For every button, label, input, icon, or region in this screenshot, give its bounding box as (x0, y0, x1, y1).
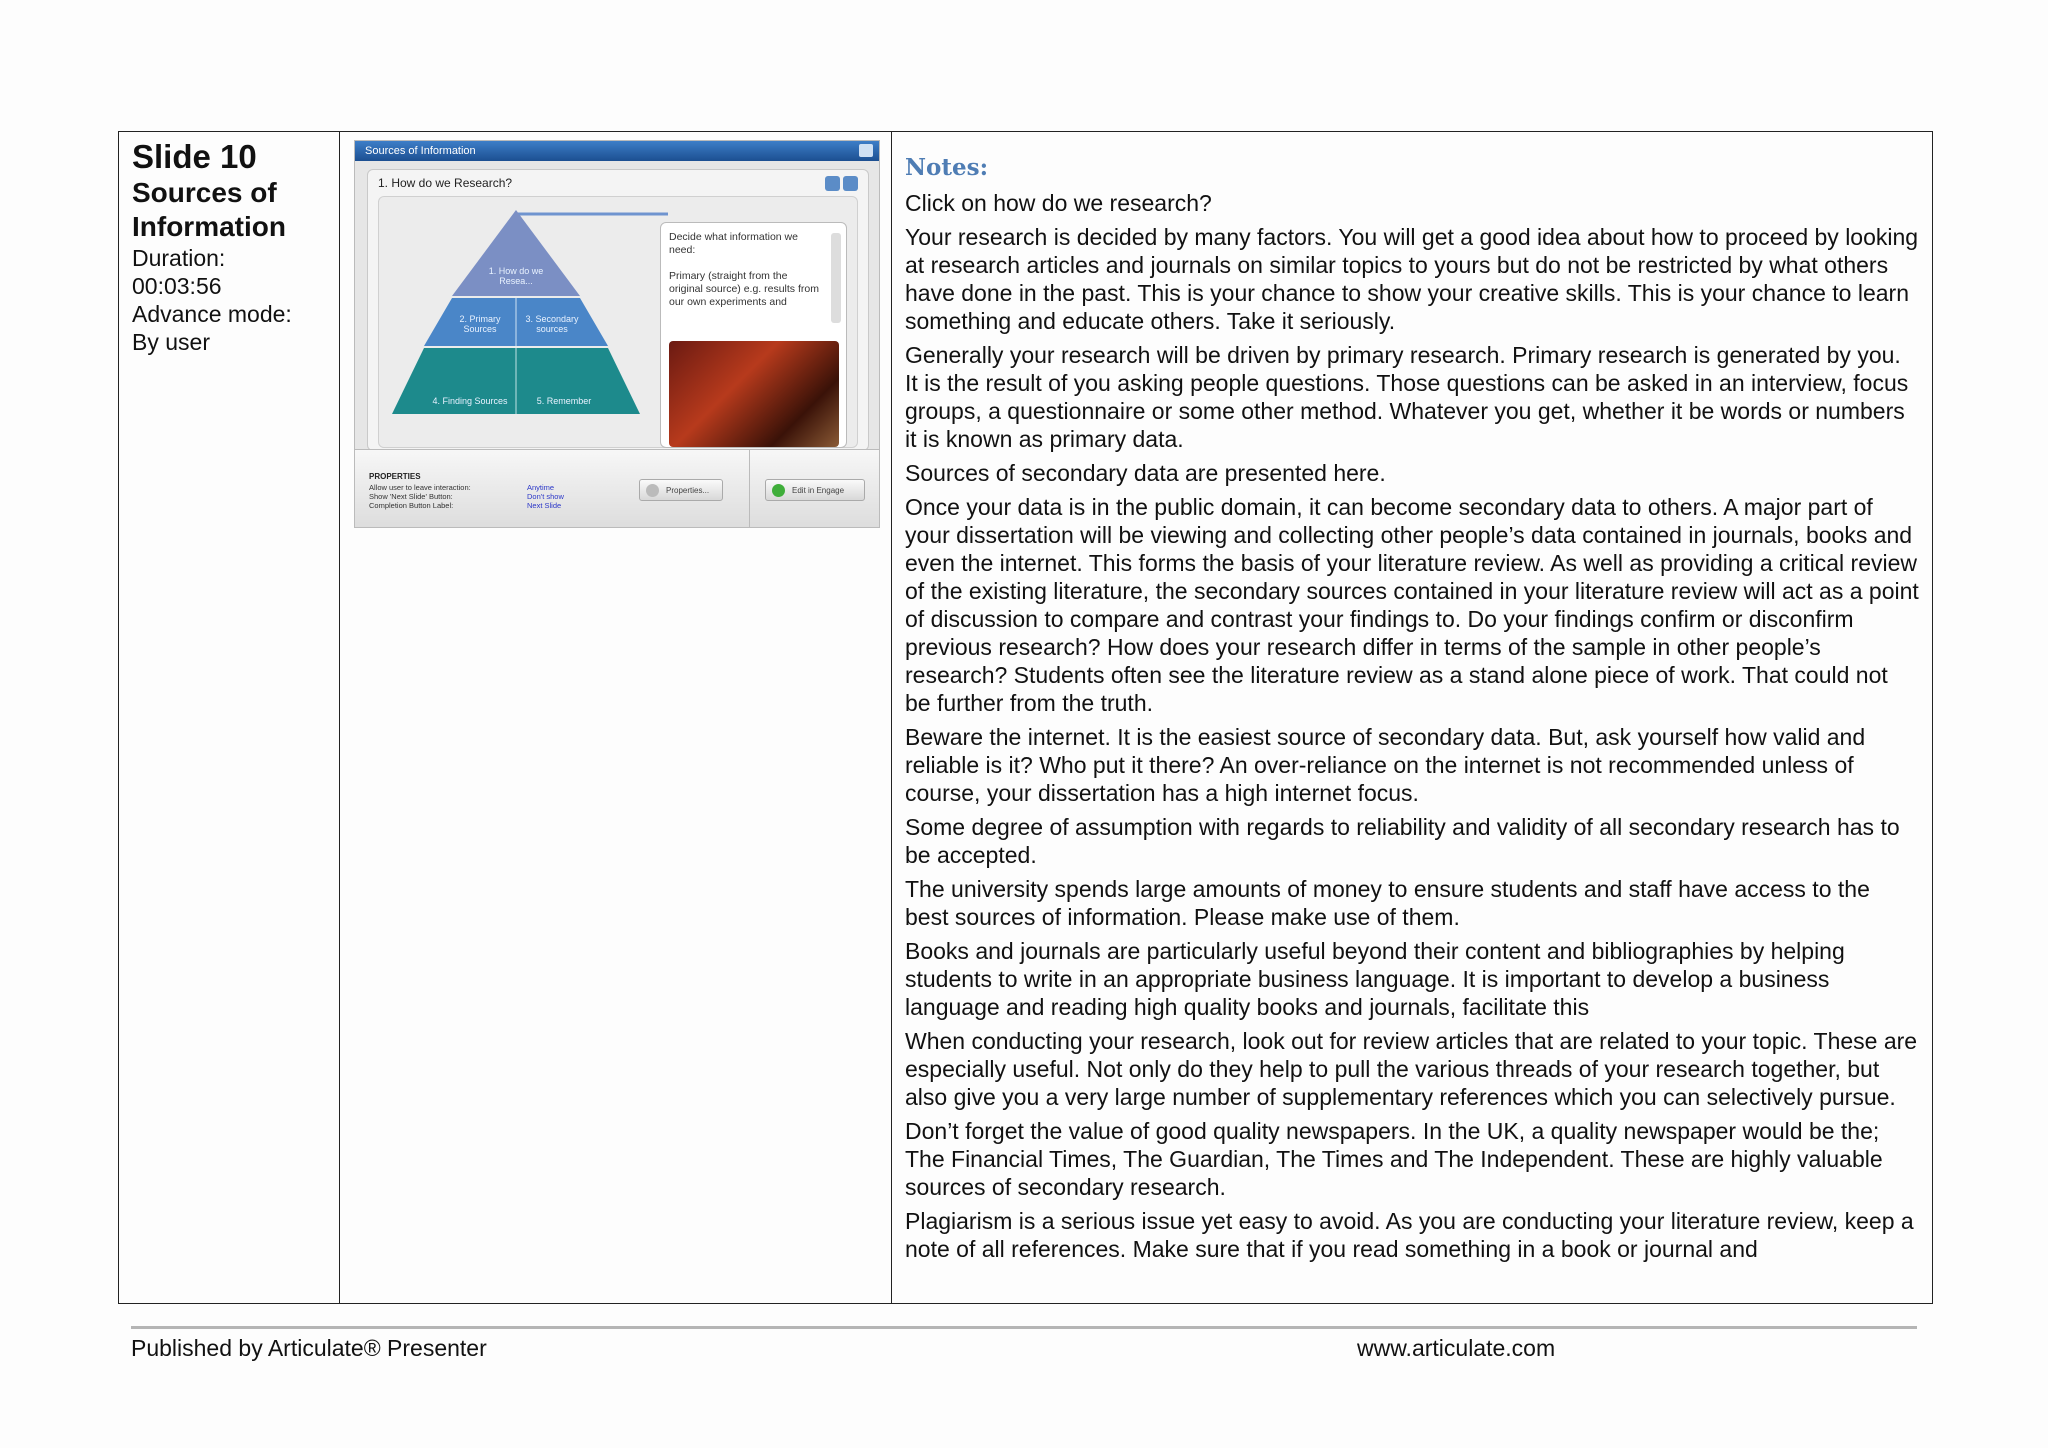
slide-thumbnail-cell (340, 132, 892, 1303)
properties-row-label: Show 'Next Slide' Button: (369, 492, 453, 501)
pyramid-label-secondary: 3. Secondary sources (525, 314, 579, 334)
properties-button-label: Properties... (666, 486, 710, 495)
note-paragraph: Some degree of assumption with regards to reliability and validity of all secondary research has to be accepted. (905, 814, 1900, 868)
note-paragraph: The university spends large amounts of money to ensure students and staff have access to the best sources of information. Please make use of them. (905, 876, 1870, 930)
notes-heading: Notes: (905, 154, 989, 181)
note-paragraph: Plagiarism is a serious issue yet easy to avoid. As you are conducting your literature review, keep a note of all references. Make sure that if you read something in a book or journal and (905, 1208, 1914, 1262)
footer-divider (131, 1326, 1917, 1329)
properties-row-value: Anytime (527, 483, 555, 492)
popup-scrollbar (831, 233, 841, 323)
note-paragraph: Generally your research will be driven by primary research. Primary research is generated by you. It is the result of you asking people questions. Those questions can be asked in an interview, focus groups, a questionnaire or some other method. Whatever you get, whether it be words or numbers it is known as primary data. (905, 342, 1909, 452)
note-paragraph: Your research is decided by many factors. You will get a good idea about how to proceed by looking at research articles and journals on similar topics to yours but do not be restricted by what others have done in the past. This is your chance to show your creative skills. This is your chance to learn something and educate others. Take it seriously. (905, 224, 1919, 334)
note-paragraph: Don’t forget the value of good quality newspapers. In the UK, a quality newspaper would be the; The Financial Times, The Guardian, The Times and The Independent. These are highly valuable sources of secondary research. (905, 1118, 1883, 1200)
note-paragraph: Beware the internet. It is the easiest source of secondary data. But, ask yourself how valid and reliable is it? Who put it there? An over-reliance on the internet is not recommended unless of course, your dissertation has a high internet focus. (905, 724, 1866, 806)
properties-row-value: Don't show (527, 492, 564, 501)
note-paragraph: When conducting your research, look out for review articles that are related to your topic. These are especially useful. Not only do they help to pull the various threads of your research together, but also give you a very large number of supplementary references which you can selectively pursue. (905, 1028, 1918, 1110)
advance-mode-value: By user (132, 329, 210, 355)
slide-info-cell (119, 132, 340, 1303)
properties-row-label: Completion Button Label: (369, 501, 454, 510)
footer-website: www.articulate.com (1357, 1335, 1556, 1361)
engage-icon (772, 484, 785, 497)
duration-label: Duration: (132, 245, 226, 271)
thumbnail-close-icon (859, 144, 873, 157)
popup-text: Decide what information we need: Primary (straight from the original source) e.g. results from our own experiments and (669, 231, 819, 308)
notes-cell (892, 132, 1932, 1303)
slide-thumbnail (354, 140, 880, 528)
properties-button (639, 479, 723, 501)
pyramid-label-finding: 4. Finding Sources (432, 396, 508, 406)
pyramid-label-remember: 5. Remember (536, 396, 592, 406)
note-paragraph: Click on how do we research? (905, 190, 1212, 216)
footer-publisher: Published by Articulate® Presenter (131, 1335, 487, 1361)
slide-table (118, 131, 1933, 1304)
edit-in-engage-label: Edit in Engage (792, 486, 845, 495)
pyramid-label-top: 1. How do we Resea... (488, 266, 544, 286)
popup-photo (669, 341, 839, 447)
pyramid-label-primary: 2. Primary Sources (459, 314, 501, 334)
slide-number: Slide 10 (132, 138, 257, 175)
thumbnail-stage (367, 169, 869, 451)
properties-row-value: Next Slide (527, 501, 562, 510)
thumbnail-window-title: Sources of Information (365, 145, 476, 157)
slide-title: Sources of Information (132, 177, 286, 242)
note-paragraph: Books and journals are particularly useful beyond their content and bibliographies by helping students to write in an appropriate business language. It is important to develop a business language and reading high quality books and journals, facilitate this (905, 938, 1845, 1020)
thumbnail-popup (660, 222, 847, 448)
duration-value: 00:03:56 (132, 273, 222, 299)
thumbnail-titlebar (355, 141, 879, 161)
note-paragraph: Once your data is in the public domain, it can become secondary data to others. A major part of your dissertation will be viewing and collecting other people’s data contained in journals, books and even the internet. This forms the basis of your literature review. As well as providing a critical review of the existing literature, the secondary sources contained in your literature review will act as a point of discussion to compare and contrast your findings to. Do your findings confirm or disconfirm previous research? How does your research differ in terms of the sample in other people’s research? Students often see the literature review as a stand alone piece of work. That could not be further from the truth. (905, 494, 1919, 716)
properties-row-label: Allow user to leave interaction: (369, 483, 471, 492)
properties-heading: PROPERTIES (369, 472, 421, 481)
properties-divider (749, 450, 750, 528)
note-paragraph: Sources of secondary data are presented here. (905, 460, 1386, 486)
thumbnail-question: 1. How do we Research? (378, 176, 513, 190)
gear-icon (646, 484, 659, 497)
edit-in-engage-button (765, 479, 865, 501)
advance-mode-label: Advance mode: (132, 301, 292, 327)
properties-bar (355, 449, 879, 528)
